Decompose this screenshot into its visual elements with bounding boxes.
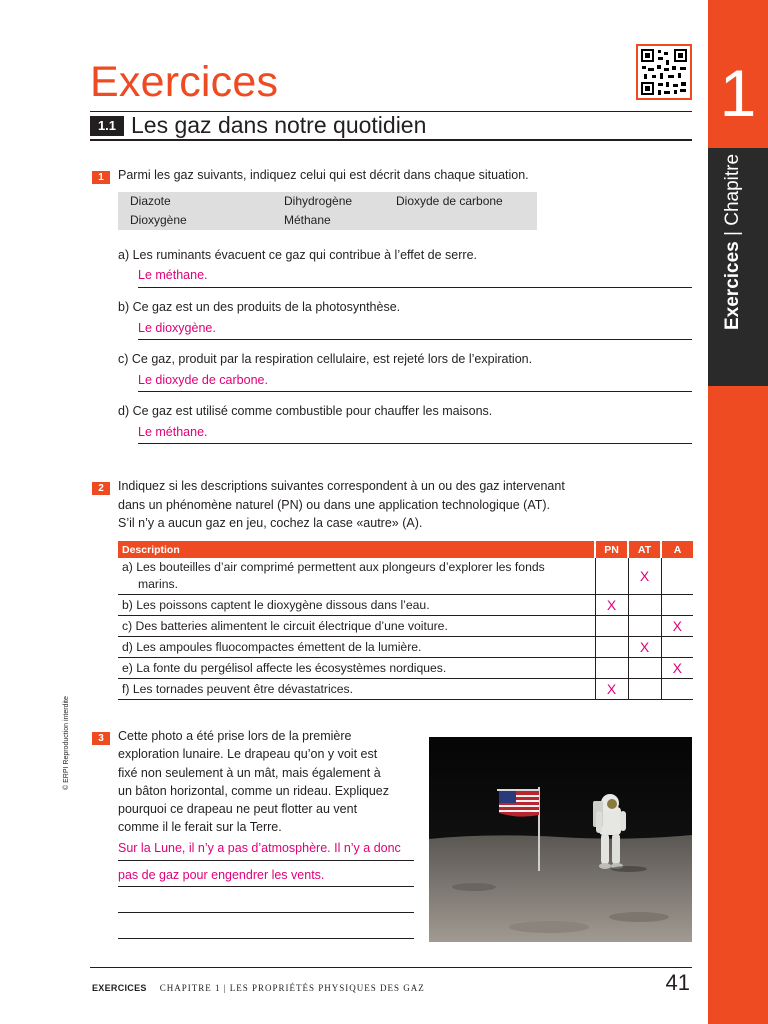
table-row <box>118 658 693 679</box>
row-description: a) Les bouteilles d’air comprimé permettent aux plongeurs d’explorer les fonds marins. <box>118 558 595 595</box>
question-1-number: 1 <box>92 171 110 184</box>
row-description: f) Les tornades peuvent être dévastatrices. <box>118 679 595 700</box>
question-2-prompt: Indiquez si les descriptions suivantes correspondent à un ou des gaz intervenant dans un phénomène naturel (PN) ou dans une application technologique (AT). S’il n’y a aucun gaz en jeu, cochez la case «autre» (A). <box>118 479 565 530</box>
checkbox-a[interactable] <box>661 558 693 595</box>
gas-option: Dihydrogène <box>284 194 353 208</box>
checkbox-a[interactable] <box>661 637 693 658</box>
gas-option: Dioxygène <box>130 213 187 227</box>
section-title: Les gaz dans notre quotidien <box>131 112 427 138</box>
gas-list-box <box>118 192 537 230</box>
answer-1c[interactable]: Le dioxyde de carbone. <box>138 373 268 387</box>
answer-line <box>138 391 692 392</box>
answer-1a[interactable]: Le méthane. <box>138 268 208 282</box>
checkbox-pn[interactable] <box>595 658 628 679</box>
checkbox-at[interactable]: X <box>628 637 661 658</box>
chapter-number: 1 <box>719 56 757 130</box>
question-1c: c) Ce gaz, produit par la respiration cellulaire, est rejeté lors de l’expiration. <box>118 352 533 366</box>
question-2-number: 2 <box>92 482 110 495</box>
row-description: c) Des batteries alimentent le circuit électrique d’une voiture. <box>118 616 595 637</box>
table-row <box>118 637 693 658</box>
checkbox-pn[interactable] <box>595 637 628 658</box>
question-1-prompt: Parmi les gaz suivants, indiquez celui qui est décrit dans chaque situation. <box>118 168 529 182</box>
answer-line <box>118 860 414 861</box>
moon-landing-photo <box>429 737 692 942</box>
checkbox-pn[interactable]: X <box>595 679 628 700</box>
table-row <box>118 595 693 616</box>
row-description: e) La fonte du pergélisol affecte les écosystèmes nordiques. <box>118 658 595 679</box>
copyright-note: © ERPI Reproduction interdite <box>63 696 70 790</box>
footer-running-title: EXERCICES CHAPITRE 1 | LES PROPRIÉTÉS PHYSIQUES DES GAZ <box>92 983 425 993</box>
page-title: Exercices <box>90 58 279 106</box>
row-description: b) Les poissons captent le dioxygène dissous dans l’eau. <box>118 595 595 616</box>
checkbox-pn[interactable] <box>595 558 628 595</box>
checkbox-at[interactable] <box>628 679 661 700</box>
table-row <box>118 616 693 637</box>
answer-3-line-2[interactable]: pas de gaz pour engendrer les vents. <box>118 868 325 882</box>
table-header <box>118 541 693 558</box>
footer-divider <box>90 967 692 968</box>
question-1a: a) Les ruminants évacuent ce gaz qui contribue à l’effet de serre. <box>118 248 478 262</box>
chapter-tab-label: Exercices | Chapitre <box>722 153 743 330</box>
question-3-prompt: Cette photo a été prise lors de la première exploration lunaire. Le drapeau qu’on y voit est fixé non seulement à un mât, mais également à un bâton horizontal, comme un rideau. Expliquez pourquoi ce drapeau ne peut flotter au vent comme il le ferait sur la Terre. <box>118 729 389 835</box>
page-number: 41 <box>665 970 690 995</box>
checkbox-a[interactable] <box>661 595 693 616</box>
checkbox-at[interactable] <box>628 595 661 616</box>
checkbox-pn[interactable] <box>595 616 628 637</box>
checkbox-at[interactable] <box>628 616 661 637</box>
header-a: A <box>661 541 693 558</box>
table-row <box>118 679 693 700</box>
answer-1b[interactable]: Le dioxygène. <box>138 321 216 335</box>
header-description: Description <box>118 541 595 558</box>
qr-code-icon[interactable] <box>636 44 692 100</box>
answer-1d[interactable]: Le méthane. <box>138 425 208 439</box>
gas-option: Dioxyde de carbone <box>396 194 503 208</box>
checkbox-a[interactable] <box>661 679 693 700</box>
answer-line <box>118 886 414 887</box>
answer-line <box>138 287 692 288</box>
header-pn: PN <box>595 541 628 558</box>
question-3-number: 3 <box>92 732 110 745</box>
answer-line <box>138 339 692 340</box>
gas-option: Méthane <box>284 213 331 227</box>
answer-line <box>118 912 414 913</box>
checkbox-at[interactable] <box>628 658 661 679</box>
question-1d: d) Ce gaz est utilisé comme combustible pour chauffer les maisons. <box>118 404 493 418</box>
row-description: d) Les ampoules fluocompactes émettent de la lumière. <box>118 637 595 658</box>
section-number: 1.1 <box>90 116 124 136</box>
question-1b: b) Ce gaz est un des produits de la photosynthèse. <box>118 300 401 314</box>
checkbox-pn[interactable]: X <box>595 595 628 616</box>
header-at: AT <box>628 541 661 558</box>
table-row <box>118 558 693 595</box>
answer-3-line-1[interactable]: Sur la Lune, il n’y a pas d’atmosphère. Il n’y a donc <box>118 841 401 855</box>
answer-line <box>118 938 414 939</box>
checkbox-a[interactable]: X <box>661 658 693 679</box>
checkbox-a[interactable]: X <box>661 616 693 637</box>
section-divider <box>90 139 692 141</box>
answer-line <box>138 443 692 444</box>
gas-option: Diazote <box>130 194 171 208</box>
description-table <box>118 541 693 700</box>
checkbox-at[interactable]: X <box>628 558 661 595</box>
